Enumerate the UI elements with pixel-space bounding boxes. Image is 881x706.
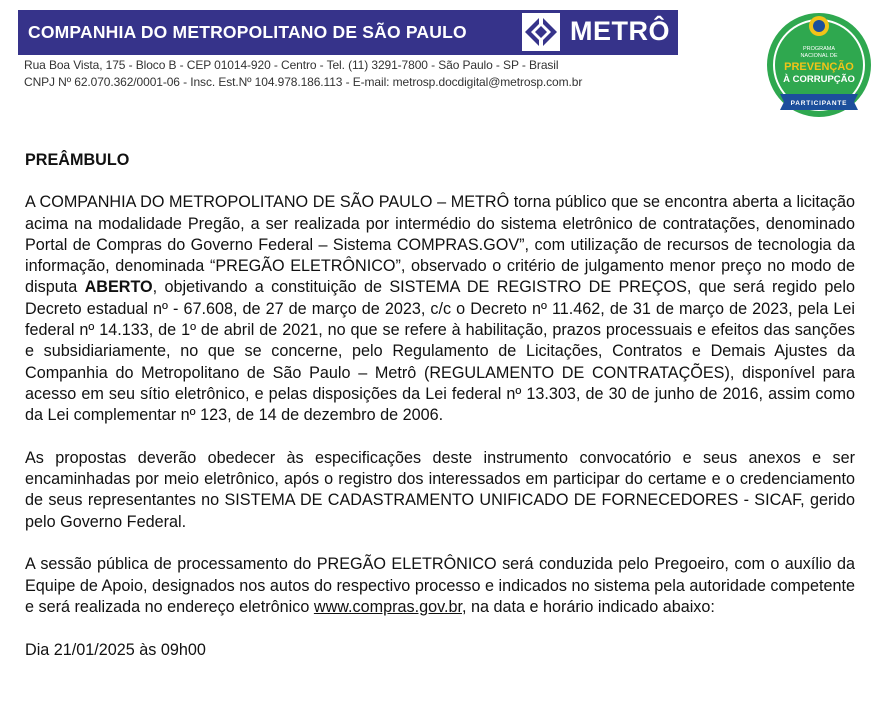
seal-line3: PREVENÇÃO: [784, 61, 854, 73]
proposals-paragraph: As propostas deverão obedecer às especificações deste instrumento convocatório e seus anexos e ser encaminhadas por meio eletrônico, após o registro dos interessados em participar do certame e o credenciamento de seus representantes no SISTEMA DE CADASTRAMENTO UNIFICADO DE FORNECEDORES - SICAF, gerido pelo Governo Federal.: [25, 448, 855, 531]
metro-logo: [508, 10, 678, 55]
company-name: COMPANHIA DO METROPOLITANO DE SÃO PAULO: [28, 22, 467, 42]
registration-line: CNPJ Nº 62.070.362/0001-06 - Insc. Est.Nº 104.978.186.113 - E-mail: metrosp.docdigital@metrosp.com.br: [24, 75, 583, 89]
letterhead: [0, 0, 881, 130]
seal-line2: NACIONAL DE: [800, 53, 838, 59]
session-paragraph: [25, 554, 855, 618]
preamble-text-1: A COMPANHIA DO METROPOLITANO DE SÃO PAULO – METRÔ torna público que se encontra aberta a licitação acima na modalidade Pregão, a ser realizada por intermédio do sistema eletrônico de contratações, denominado Portal de Compras do Governo Federal – Sistema COMPRAS.GOV”, com utilização de recursos de tecnologia da informação, denominada “PREGÃO ELETRÔNICO”, observado o critério de julgamento menor preço no modo de disputa: [25, 193, 855, 297]
session-text-1: A sessão pública de processamento do PREGÃO ELETRÔNICO será conduzida pelo Pregoeiro, com o auxílio da Equipe de Apoio, designados nos autos do respectivo processo e indicados no sistema pela autoridade competente e será realizada no endereço eletrônico: [25, 555, 855, 616]
session-text-2: , na data e horário indicado abaixo:: [462, 597, 715, 616]
seal-line4: À CORRUPÇÃO: [783, 74, 855, 85]
seal-ribbon: PARTICIPANTE: [790, 100, 848, 107]
section-heading: PREÂMBULO: [25, 151, 130, 169]
anti-corruption-seal: [766, 6, 872, 124]
compras-link[interactable]: www.compras.gov.br: [313, 597, 463, 616]
session-date: Dia 21/01/2025 às 09h00: [25, 640, 206, 659]
dispute-mode: ABERTO: [84, 278, 153, 297]
preamble-paragraph: [25, 192, 855, 426]
preamble-text-2: , objetivando a constituição de SISTEMA DE REGISTRO DE PREÇOS, que será regido pelo Decreto estadual nº - 67.608, de 27 de março de 2023, c/c o Decreto nº 11.462, de 31 de março de 2023, pela Lei federal nº 14.133, de 1º de abril de 2021, no que se refere à habilitação, prazos processuais e efeitos das sanções e subsidiariamente, no que se concerne, pelo Regulamento de Licitações, Contratos e Demais Ajustes da Companhia do Metropolitano de São Paulo – Metrô (REGULAMENTO DE CONTRATAÇÕES), disponível para acesso em seu sítio eletrônico, e pelas disposições da Lei federal nº 13.303, de 30 de junho de 2016, assim como da Lei complementar nº 123, de 14 de dezembro de 2006.: [25, 278, 855, 425]
company-banner: [18, 10, 678, 55]
metro-logo-icon: [522, 13, 560, 51]
address-line: Rua Boa Vista, 175 - Bloco B - CEP 01014-920 - Centro - Tel. (11) 3291-7800 - São Paulo - SP - Brasil: [24, 58, 559, 72]
metro-logo-word: METRÔ: [570, 16, 670, 46]
seal-line1: PROGRAMA: [802, 46, 836, 52]
document-body: [25, 150, 855, 682]
